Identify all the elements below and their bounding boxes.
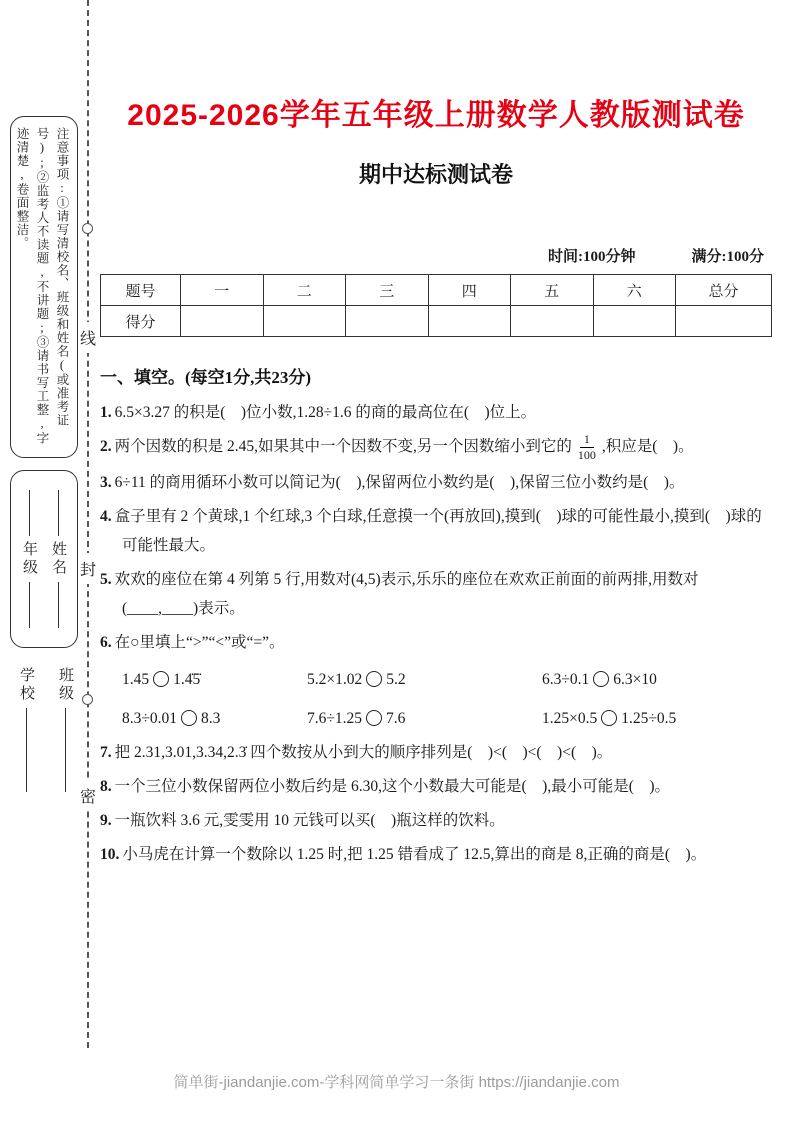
score-cell-empty bbox=[676, 306, 772, 337]
class-field bbox=[55, 662, 76, 792]
question-number: 1. bbox=[100, 404, 112, 421]
question-number: 6. bbox=[100, 634, 112, 651]
main-content bbox=[100, 98, 772, 874]
comparison-item bbox=[307, 704, 542, 733]
comparison-left: 7.6÷1.25 bbox=[307, 710, 363, 727]
question-text: 6÷11 的商用循环小数可以简记为( ),保留两位小数约是( ),保留三位小数约是( )。 bbox=[114, 474, 685, 491]
full-score-info: 满分:100分 bbox=[691, 249, 764, 265]
blank-line bbox=[29, 490, 30, 536]
grade-label: 年级 bbox=[21, 541, 37, 577]
question-number: 4. bbox=[100, 508, 112, 525]
question-text: 欢欢的座位在第 4 列第 5 行,用数对(4,5)表示,乐乐的座位在欢欢正前面的前两排,用数对(____,____)表示。 bbox=[114, 571, 699, 617]
seal-circle bbox=[82, 694, 93, 705]
question-4 bbox=[100, 502, 772, 560]
question-number: 7. bbox=[100, 744, 112, 761]
answer-circle bbox=[593, 671, 609, 687]
comparison-right: 7.6 bbox=[386, 710, 406, 727]
question-text: 6.5×3.27 的积是( )位小数,1.28÷1.6 的商的最高位在( )位上。 bbox=[114, 404, 537, 421]
fraction-numerator: 1 bbox=[580, 432, 594, 448]
question-text: ,积应是( )。 bbox=[601, 438, 694, 456]
question-text: 两个因数的积是 2.45,如果其中一个因数不变,另一个因数缩小到它的 bbox=[114, 438, 572, 456]
question-number: 3. bbox=[100, 474, 112, 491]
question-3 bbox=[100, 468, 772, 497]
answer-circle bbox=[601, 710, 617, 726]
header-cell: 题号 bbox=[101, 275, 181, 306]
seal-circle bbox=[82, 223, 93, 234]
section-heading: 一、填空。(每空1分,共23分) bbox=[100, 368, 312, 387]
comparison-right: 8.3 bbox=[201, 710, 221, 727]
blank-line bbox=[58, 582, 59, 628]
seal-char-feng: 封 bbox=[78, 553, 98, 584]
fraction-denominator: 100 bbox=[577, 448, 596, 462]
question-number: 5. bbox=[100, 571, 112, 588]
class-label: 班级 bbox=[57, 667, 73, 703]
question-8 bbox=[100, 772, 772, 801]
header-cell: 二 bbox=[263, 275, 346, 306]
notice-text: 注意事项:①请写清校名、班级和姓名(或准考证号);②监考人不读题,不讲题;③请书写工整,字迹清楚,卷面整洁。 bbox=[15, 127, 69, 445]
header-cell: 四 bbox=[428, 275, 511, 306]
page-subtitle: 期中达标测试卷 bbox=[358, 162, 513, 187]
comparison-item bbox=[122, 665, 307, 694]
comparison-left: 8.3÷0.01 bbox=[122, 710, 178, 727]
name-label: 姓名 bbox=[50, 541, 66, 577]
comparison-right: 6.3×10 bbox=[613, 671, 657, 688]
score-table-header-row bbox=[101, 275, 772, 306]
school-field bbox=[16, 662, 37, 792]
question-list bbox=[100, 398, 772, 869]
question-6 bbox=[100, 628, 772, 733]
question-number: 10. bbox=[100, 846, 120, 863]
question-number: 9. bbox=[100, 812, 112, 829]
score-cell-empty bbox=[428, 306, 511, 337]
question-number: 2. bbox=[100, 438, 112, 456]
question-text: 把 2.31,3.01,3.34,2.3̇ 四个数按从小到大的顺序排列是( )<( )<( )<( )。 bbox=[114, 744, 613, 761]
answer-circle bbox=[366, 671, 382, 687]
grade-field bbox=[19, 490, 40, 628]
school-class-fields bbox=[16, 662, 76, 792]
score-cell-empty bbox=[593, 306, 676, 337]
comparison-right: 1.25÷0.5 bbox=[621, 710, 677, 727]
comparison-right: 5.2 bbox=[386, 671, 406, 688]
blank-line bbox=[29, 582, 30, 628]
page-title: 2025-2026学年五年级上册数学人教版测试卷 bbox=[127, 99, 745, 132]
score-label-cell: 得分 bbox=[101, 306, 181, 337]
comparison-left: 6.3÷0.1 bbox=[542, 671, 590, 688]
time-info: 时间:100分钟 bbox=[548, 249, 636, 265]
score-table bbox=[100, 274, 772, 337]
name-field bbox=[48, 490, 69, 628]
comparison-item bbox=[122, 704, 307, 733]
fraction bbox=[576, 432, 598, 463]
answer-circle bbox=[181, 710, 197, 726]
question-2 bbox=[100, 432, 772, 463]
question-9 bbox=[100, 806, 772, 835]
question-1 bbox=[100, 398, 772, 427]
score-cell-empty bbox=[346, 306, 429, 337]
comparison-left: 1.45 bbox=[122, 671, 150, 688]
answer-circle bbox=[366, 710, 382, 726]
grade-name-box bbox=[10, 470, 78, 648]
blank-line bbox=[58, 490, 59, 536]
answer-circle bbox=[153, 671, 169, 687]
seal-char-mi: 密 bbox=[78, 780, 98, 811]
header-cell: 总分 bbox=[676, 275, 772, 306]
comparison-item bbox=[542, 704, 772, 733]
comparison-item bbox=[542, 665, 772, 694]
header-cell: 一 bbox=[181, 275, 264, 306]
blank-line bbox=[65, 708, 66, 792]
notice-box bbox=[10, 116, 78, 458]
header-cell: 三 bbox=[346, 275, 429, 306]
question-number: 8. bbox=[100, 778, 112, 795]
exam-meta bbox=[100, 245, 772, 266]
question-10 bbox=[100, 840, 772, 869]
question-5 bbox=[100, 565, 772, 623]
comparison-left: 5.2×1.02 bbox=[307, 671, 363, 688]
score-table-score-row bbox=[101, 306, 772, 337]
header-cell: 六 bbox=[593, 275, 676, 306]
comparison-right: 1.4̇5̇ bbox=[173, 671, 201, 688]
header-cell: 五 bbox=[511, 275, 594, 306]
seal-char-line: 线 bbox=[78, 322, 98, 353]
seal-dashed-line bbox=[87, 0, 89, 1048]
question-7 bbox=[100, 738, 772, 767]
question-text: 一个三位小数保留两位小数后约是 6.30,这个小数最大可能是( ),最小可能是( )。 bbox=[114, 778, 671, 795]
question-text: 在○里填上“>”“<”或“=”。 bbox=[114, 634, 285, 651]
question-text: 一瓶饮料 3.6 元,雯雯用 10 元钱可以买( )瓶这样的饮料。 bbox=[114, 812, 505, 829]
school-label: 学校 bbox=[18, 667, 34, 703]
comparison-grid bbox=[122, 665, 772, 733]
question-text: 小马虎在计算一个数除以 1.25 时,把 1.25 错看成了 12.5,算出的商是 8,正确的商是( )。 bbox=[122, 846, 707, 863]
watermark-footer: 简单街-jiandanjie.com-学科网简单学习一条街 https://jiandanjie.com bbox=[173, 1074, 620, 1091]
comparison-item bbox=[307, 665, 542, 694]
comparison-left: 1.25×0.5 bbox=[542, 710, 598, 727]
score-cell-empty bbox=[181, 306, 264, 337]
score-cell-empty bbox=[511, 306, 594, 337]
blank-line bbox=[26, 708, 27, 792]
question-text: 盒子里有 2 个黄球,1 个红球,3 个白球,任意摸一个(再放回),摸到( )球的可能性最小,摸到( )球的可能性最大。 bbox=[114, 508, 762, 554]
score-cell-empty bbox=[263, 306, 346, 337]
